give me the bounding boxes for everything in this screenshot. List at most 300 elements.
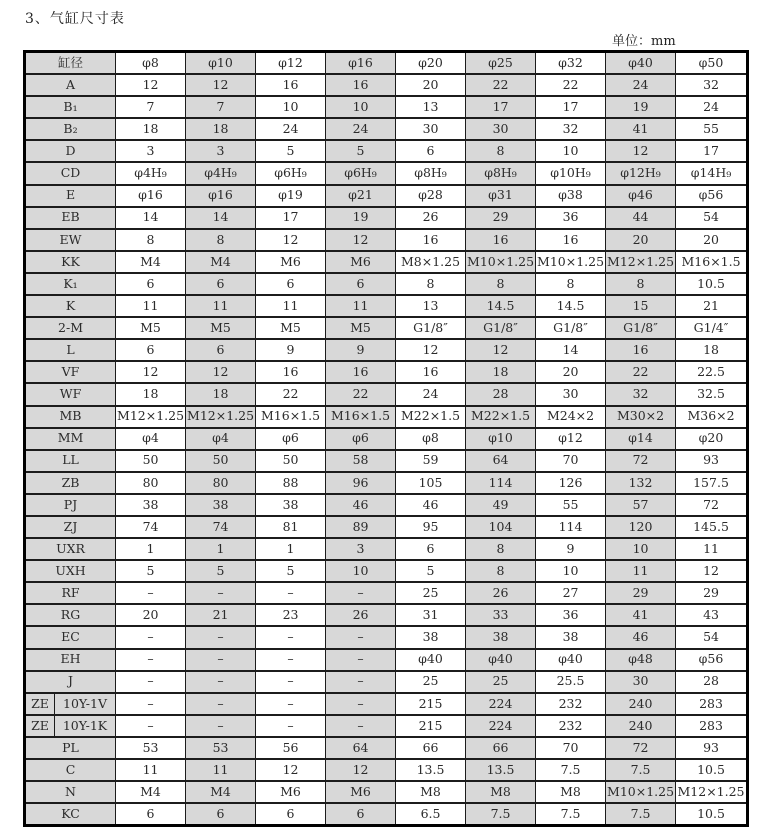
dimension-cell: 22 bbox=[536, 74, 606, 96]
dimension-cell: 36 bbox=[536, 604, 606, 626]
dimension-cell: M12×1.25 bbox=[676, 781, 748, 803]
dimension-cell: 215 bbox=[396, 715, 466, 737]
dimension-cell: 3 bbox=[326, 538, 396, 560]
dimension-cell: 17 bbox=[676, 140, 748, 162]
row-label: UXR bbox=[25, 538, 116, 560]
table-row bbox=[25, 472, 748, 494]
dimension-cell: 1 bbox=[256, 538, 326, 560]
dimension-cell: 13 bbox=[396, 295, 466, 317]
row-label: A bbox=[25, 74, 116, 96]
row-label: 2-M bbox=[25, 317, 116, 339]
dimension-cell: 12 bbox=[256, 759, 326, 781]
row-label: MM bbox=[25, 428, 116, 450]
dimension-cell: M5 bbox=[326, 317, 396, 339]
dimension-cell: 23 bbox=[256, 604, 326, 626]
dimension-cell: 18 bbox=[116, 383, 186, 405]
dimension-cell: φ21 bbox=[326, 185, 396, 207]
dimension-cell: G1/8″ bbox=[466, 317, 536, 339]
dimension-cell: 18 bbox=[466, 361, 536, 383]
dimension-cell: 41 bbox=[606, 118, 676, 140]
dimension-cell: 64 bbox=[326, 737, 396, 759]
dimension-cell: M6 bbox=[326, 251, 396, 273]
dimension-cell: G1/4″ bbox=[676, 317, 748, 339]
dimension-cell: 157.5 bbox=[676, 472, 748, 494]
dimension-cell: – bbox=[186, 582, 256, 604]
row-label: L bbox=[25, 339, 116, 361]
dimension-cell: 33 bbox=[466, 604, 536, 626]
bore-header-cell: 缸径 bbox=[25, 52, 116, 75]
dimension-cell: 22 bbox=[256, 383, 326, 405]
dimension-cell: 53 bbox=[186, 737, 256, 759]
dimension-cell: 16 bbox=[326, 361, 396, 383]
table-row bbox=[25, 361, 748, 383]
table-row bbox=[25, 273, 748, 295]
row-label: CD bbox=[25, 162, 116, 184]
dimension-cell: 3 bbox=[186, 140, 256, 162]
row-label: E bbox=[25, 185, 116, 207]
dimension-cell: 16 bbox=[466, 229, 536, 251]
dimension-cell: 12 bbox=[326, 759, 396, 781]
dimension-cell: – bbox=[256, 582, 326, 604]
dimension-cell: 72 bbox=[606, 737, 676, 759]
dimension-cell: 20 bbox=[116, 604, 186, 626]
dimension-cell: M16×1.5 bbox=[676, 251, 748, 273]
dimension-cell: 21 bbox=[676, 295, 748, 317]
dimension-cell: 7.5 bbox=[606, 759, 676, 781]
table-row bbox=[25, 162, 748, 184]
dimension-cell: 6 bbox=[116, 803, 186, 826]
dimension-cell: 224 bbox=[466, 693, 536, 715]
dimension-cell: φ19 bbox=[256, 185, 326, 207]
dimension-cell: 114 bbox=[536, 516, 606, 538]
dimension-cell: φ48 bbox=[606, 649, 676, 671]
dimension-cell: 6 bbox=[256, 803, 326, 826]
dimension-cell: 38 bbox=[536, 626, 606, 648]
dimension-cell: 9 bbox=[256, 339, 326, 361]
dimension-cell: 46 bbox=[326, 494, 396, 516]
row-label: J bbox=[25, 671, 116, 693]
dimension-cell: 16 bbox=[326, 74, 396, 96]
dimension-cell: 22.5 bbox=[676, 361, 748, 383]
dimension-cell: 6 bbox=[256, 273, 326, 295]
dimension-cell: 8 bbox=[466, 140, 536, 162]
dimension-cell: – bbox=[256, 626, 326, 648]
column-header: φ32 bbox=[536, 52, 606, 75]
dimension-cell: 95 bbox=[396, 516, 466, 538]
dimension-cell: 8 bbox=[606, 273, 676, 295]
table-row bbox=[25, 295, 748, 317]
table-row bbox=[25, 428, 748, 450]
dimension-cell: 66 bbox=[396, 737, 466, 759]
dimension-cell: 10 bbox=[256, 96, 326, 118]
dimension-cell: φ6H₉ bbox=[326, 162, 396, 184]
dimension-cell: 3 bbox=[116, 140, 186, 162]
table-row bbox=[25, 339, 748, 361]
dimension-cell: 232 bbox=[536, 715, 606, 737]
dimension-cell: 6 bbox=[326, 803, 396, 826]
dimension-cell: 64 bbox=[466, 450, 536, 472]
table-row bbox=[25, 74, 748, 96]
dimension-cell: 56 bbox=[256, 737, 326, 759]
dimension-cell: φ10H₉ bbox=[536, 162, 606, 184]
dimension-cell: 24 bbox=[676, 96, 748, 118]
dimension-cell: 54 bbox=[676, 207, 748, 229]
dimension-cell: 43 bbox=[676, 604, 748, 626]
dimension-cell: 6.5 bbox=[396, 803, 466, 826]
dimension-cell: 9 bbox=[536, 538, 606, 560]
column-header: φ12 bbox=[256, 52, 326, 75]
dimension-cell: φ56 bbox=[676, 185, 748, 207]
dimension-cell: 11 bbox=[186, 295, 256, 317]
row-label: LL bbox=[25, 450, 116, 472]
dimension-cell: 30 bbox=[536, 383, 606, 405]
dimension-cell: 29 bbox=[676, 582, 748, 604]
dimension-cell: – bbox=[116, 671, 186, 693]
dimension-cell: – bbox=[326, 715, 396, 737]
dimension-cell: M8 bbox=[466, 781, 536, 803]
dimension-cell: M16×1.5 bbox=[256, 406, 326, 428]
dimension-cell: 283 bbox=[676, 715, 748, 737]
dimension-cell: φ40 bbox=[536, 649, 606, 671]
dimension-cell: 14 bbox=[186, 207, 256, 229]
table-row bbox=[25, 715, 748, 737]
dimension-cell: 14 bbox=[116, 207, 186, 229]
dimension-cell: 10 bbox=[606, 538, 676, 560]
dimension-cell: 16 bbox=[256, 74, 326, 96]
dimension-cell: 240 bbox=[606, 715, 676, 737]
dimension-cell: – bbox=[116, 693, 186, 715]
dimension-cell: M12×1.25 bbox=[606, 251, 676, 273]
dimension-cell: M5 bbox=[256, 317, 326, 339]
column-header: φ8 bbox=[116, 52, 186, 75]
dimension-cell: M36×2 bbox=[676, 406, 748, 428]
row-label: C bbox=[25, 759, 116, 781]
dimension-cell: 25.5 bbox=[536, 671, 606, 693]
dimension-cell: 13.5 bbox=[396, 759, 466, 781]
dimension-cell: 6 bbox=[116, 339, 186, 361]
row-label: UXH bbox=[25, 560, 116, 582]
dimension-cell: 5 bbox=[186, 560, 256, 582]
dimension-cell: φ16 bbox=[116, 185, 186, 207]
dimension-cell: 24 bbox=[396, 383, 466, 405]
dimension-cell: φ6H₉ bbox=[256, 162, 326, 184]
dimension-cell: φ56 bbox=[676, 649, 748, 671]
dimension-cell: 22 bbox=[326, 383, 396, 405]
row-label: N bbox=[25, 781, 116, 803]
row-label: MB bbox=[25, 406, 116, 428]
dimension-cell: – bbox=[186, 715, 256, 737]
row-label: EC bbox=[25, 626, 116, 648]
table-row bbox=[25, 781, 748, 803]
dimension-cell: 16 bbox=[396, 229, 466, 251]
dimension-cell: 16 bbox=[606, 339, 676, 361]
dimension-cell: 12 bbox=[396, 339, 466, 361]
dimension-cell: φ46 bbox=[606, 185, 676, 207]
dimension-cell: – bbox=[326, 671, 396, 693]
dimension-cell: 57 bbox=[606, 494, 676, 516]
page-title: 3、气缸尺寸表 bbox=[25, 11, 125, 27]
dimension-cell: – bbox=[116, 715, 186, 737]
dimension-cell: 18 bbox=[186, 118, 256, 140]
dimension-cell: 50 bbox=[116, 450, 186, 472]
dimension-cell: 8 bbox=[186, 229, 256, 251]
dimension-cell: 20 bbox=[606, 229, 676, 251]
dimension-cell: – bbox=[326, 693, 396, 715]
dimension-cell: 41 bbox=[606, 604, 676, 626]
column-header: φ20 bbox=[396, 52, 466, 75]
dimension-cell: M16×1.5 bbox=[326, 406, 396, 428]
row-label: ZB bbox=[25, 472, 116, 494]
column-header: φ25 bbox=[466, 52, 536, 75]
dimension-cell: 50 bbox=[256, 450, 326, 472]
dimension-cell: 32 bbox=[536, 118, 606, 140]
table-row bbox=[25, 185, 748, 207]
dimension-cell: 7.5 bbox=[466, 803, 536, 826]
dimension-cell: 7.5 bbox=[606, 803, 676, 826]
dimension-cell: – bbox=[116, 649, 186, 671]
dimension-cell: φ40 bbox=[466, 649, 536, 671]
row-label: PL bbox=[25, 737, 116, 759]
dimension-cell: φ38 bbox=[536, 185, 606, 207]
unit-label: 单位：mm bbox=[612, 34, 676, 49]
dimension-cell: 1 bbox=[186, 538, 256, 560]
dimension-cell: φ4H₉ bbox=[186, 162, 256, 184]
dimension-cell: 32 bbox=[606, 383, 676, 405]
dimension-cell: – bbox=[256, 693, 326, 715]
dimension-cell: 114 bbox=[466, 472, 536, 494]
dimension-cell: 70 bbox=[536, 450, 606, 472]
dimension-cell: 58 bbox=[326, 450, 396, 472]
table-row bbox=[25, 693, 748, 715]
dimension-cell: 30 bbox=[466, 118, 536, 140]
dimension-cell: 232 bbox=[536, 693, 606, 715]
dimension-cell: – bbox=[256, 649, 326, 671]
dimension-cell: M5 bbox=[186, 317, 256, 339]
dimension-cell: – bbox=[326, 649, 396, 671]
dimension-cell: – bbox=[256, 671, 326, 693]
table-row bbox=[25, 140, 748, 162]
dimension-cell: φ14H₉ bbox=[676, 162, 748, 184]
dimension-cell: 25 bbox=[466, 671, 536, 693]
dimension-cell: 12 bbox=[466, 339, 536, 361]
dimension-cell: 126 bbox=[536, 472, 606, 494]
dimension-cell: φ6 bbox=[256, 428, 326, 450]
row-label: B₁ bbox=[25, 96, 116, 118]
dimension-cell: 24 bbox=[326, 118, 396, 140]
dimension-cell: 283 bbox=[676, 693, 748, 715]
dimension-cell: 22 bbox=[606, 361, 676, 383]
row-label: EH bbox=[25, 649, 116, 671]
dimension-cell: M22×1.5 bbox=[396, 406, 466, 428]
dimension-cell: 21 bbox=[186, 604, 256, 626]
dimension-cell: 88 bbox=[256, 472, 326, 494]
dimension-cell: 10 bbox=[536, 560, 606, 582]
dimension-cell: 93 bbox=[676, 737, 748, 759]
dimension-cell: φ28 bbox=[396, 185, 466, 207]
table-row bbox=[25, 207, 748, 229]
dimension-cell: 81 bbox=[256, 516, 326, 538]
dimension-cell: 74 bbox=[186, 516, 256, 538]
dimension-cell: 50 bbox=[186, 450, 256, 472]
row-label: EB bbox=[25, 207, 116, 229]
dimension-cell: 12 bbox=[606, 140, 676, 162]
table-row bbox=[25, 118, 748, 140]
table-row bbox=[25, 229, 748, 251]
dimension-cell: 18 bbox=[676, 339, 748, 361]
dimension-cell: 30 bbox=[606, 671, 676, 693]
dimension-cell: 18 bbox=[186, 383, 256, 405]
dimension-cell: 11 bbox=[256, 295, 326, 317]
dimension-cell: 17 bbox=[466, 96, 536, 118]
dimension-cell: 12 bbox=[676, 560, 748, 582]
dimension-cell: 80 bbox=[186, 472, 256, 494]
dimension-cell: 5 bbox=[326, 140, 396, 162]
dimension-cell: 5 bbox=[396, 560, 466, 582]
dimension-cell: 104 bbox=[466, 516, 536, 538]
row-label: KC bbox=[25, 803, 116, 826]
dimension-cell: 10 bbox=[536, 140, 606, 162]
dimension-cell: G1/8″ bbox=[606, 317, 676, 339]
dimension-cell: 13.5 bbox=[466, 759, 536, 781]
dimension-cell: 96 bbox=[326, 472, 396, 494]
dimension-cell: 70 bbox=[536, 737, 606, 759]
dimension-cell: 18 bbox=[116, 118, 186, 140]
table-row bbox=[25, 317, 748, 339]
dimension-cell: 72 bbox=[606, 450, 676, 472]
table-row bbox=[25, 251, 748, 273]
dimension-cell: 16 bbox=[396, 361, 466, 383]
dimension-cell: M12×1.25 bbox=[186, 406, 256, 428]
dimension-cell: 1 bbox=[116, 538, 186, 560]
dimension-cell: 32 bbox=[676, 74, 748, 96]
dimension-cell: 120 bbox=[606, 516, 676, 538]
dimension-cell: M6 bbox=[256, 251, 326, 273]
dimension-cell: M10×1.25 bbox=[606, 781, 676, 803]
dimension-cell: M24×2 bbox=[536, 406, 606, 428]
dimension-cell: 11 bbox=[186, 759, 256, 781]
table-row bbox=[25, 582, 748, 604]
dimension-cell: – bbox=[256, 715, 326, 737]
dimension-cell: M8 bbox=[536, 781, 606, 803]
dimension-cell: 10.5 bbox=[676, 803, 748, 826]
column-header: φ40 bbox=[606, 52, 676, 75]
dimension-cell: 7.5 bbox=[536, 759, 606, 781]
table-row bbox=[25, 538, 748, 560]
dimension-cell: 66 bbox=[466, 737, 536, 759]
row-label: ZJ bbox=[25, 516, 116, 538]
dimension-cell: 24 bbox=[606, 74, 676, 96]
dimension-cell: φ4 bbox=[186, 428, 256, 450]
dimension-cell: 29 bbox=[466, 207, 536, 229]
dimension-cell: φ16 bbox=[186, 185, 256, 207]
dimension-cell: 13 bbox=[396, 96, 466, 118]
dimension-cell: M10×1.25 bbox=[536, 251, 606, 273]
dimension-cell: 72 bbox=[676, 494, 748, 516]
dimension-cell: – bbox=[186, 693, 256, 715]
dimension-cell: – bbox=[326, 626, 396, 648]
dimension-cell: 27 bbox=[536, 582, 606, 604]
dimension-cell: 29 bbox=[606, 582, 676, 604]
dimension-cell: φ8 bbox=[396, 428, 466, 450]
dimension-cell: 8 bbox=[466, 538, 536, 560]
dimension-cell: 240 bbox=[606, 693, 676, 715]
row-label: WF bbox=[25, 383, 116, 405]
row-label: RG bbox=[25, 604, 116, 626]
dimension-cell: 5 bbox=[256, 560, 326, 582]
dimension-cell: – bbox=[186, 671, 256, 693]
dimension-cell: 6 bbox=[326, 273, 396, 295]
dimension-cell: 26 bbox=[396, 207, 466, 229]
dimension-cell: M8×1.25 bbox=[396, 251, 466, 273]
dimension-cell: 11 bbox=[326, 295, 396, 317]
dimension-cell: M4 bbox=[116, 781, 186, 803]
dimension-cell: 28 bbox=[676, 671, 748, 693]
dimension-cell: 12 bbox=[186, 74, 256, 96]
row-label: PJ bbox=[25, 494, 116, 516]
dimension-cell: 74 bbox=[116, 516, 186, 538]
dimension-cell: 59 bbox=[396, 450, 466, 472]
dimension-cell: 46 bbox=[606, 626, 676, 648]
table-row bbox=[25, 671, 748, 693]
row-label: K₁ bbox=[25, 273, 116, 295]
dimension-cell: 17 bbox=[256, 207, 326, 229]
cylinder-dimensions-table bbox=[23, 50, 749, 827]
dimension-cell: 20 bbox=[396, 74, 466, 96]
table-row bbox=[25, 494, 748, 516]
table-row bbox=[25, 649, 748, 671]
dimension-cell: 55 bbox=[536, 494, 606, 516]
dimension-cell: 38 bbox=[116, 494, 186, 516]
dimension-cell: 26 bbox=[326, 604, 396, 626]
dimension-cell: – bbox=[186, 649, 256, 671]
table-body bbox=[25, 74, 748, 826]
dimension-cell: 30 bbox=[396, 118, 466, 140]
table-row bbox=[25, 737, 748, 759]
dimension-cell: M4 bbox=[186, 781, 256, 803]
dimension-cell: φ8H₉ bbox=[466, 162, 536, 184]
dimension-cell: 132 bbox=[606, 472, 676, 494]
dimension-cell: 14.5 bbox=[466, 295, 536, 317]
dimension-cell: 11 bbox=[116, 295, 186, 317]
dimension-cell: M4 bbox=[186, 251, 256, 273]
dimension-cell: 8 bbox=[116, 229, 186, 251]
dimension-cell: φ12H₉ bbox=[606, 162, 676, 184]
dimension-cell: M4 bbox=[116, 251, 186, 273]
dimension-cell: φ8H₉ bbox=[396, 162, 466, 184]
dimension-cell: 6 bbox=[186, 803, 256, 826]
dimension-cell: 19 bbox=[606, 96, 676, 118]
dimension-cell: 32.5 bbox=[676, 383, 748, 405]
dimension-cell: 9 bbox=[326, 339, 396, 361]
dimension-cell: 38 bbox=[256, 494, 326, 516]
dimension-cell: 12 bbox=[116, 361, 186, 383]
dimension-cell: 28 bbox=[466, 383, 536, 405]
row-label-prefix: ZE bbox=[25, 693, 55, 715]
dimension-cell: 53 bbox=[116, 737, 186, 759]
dimension-cell: φ40 bbox=[396, 649, 466, 671]
dimension-cell: 8 bbox=[536, 273, 606, 295]
dimension-cell: 25 bbox=[396, 671, 466, 693]
dimension-cell: M8 bbox=[396, 781, 466, 803]
dimension-cell: 44 bbox=[606, 207, 676, 229]
dimension-cell: 12 bbox=[326, 229, 396, 251]
dimension-cell: 38 bbox=[396, 626, 466, 648]
table-row bbox=[25, 626, 748, 648]
row-label: KK bbox=[25, 251, 116, 273]
dimension-cell: 224 bbox=[466, 715, 536, 737]
dimension-cell: 14.5 bbox=[536, 295, 606, 317]
dimension-cell: 6 bbox=[186, 273, 256, 295]
